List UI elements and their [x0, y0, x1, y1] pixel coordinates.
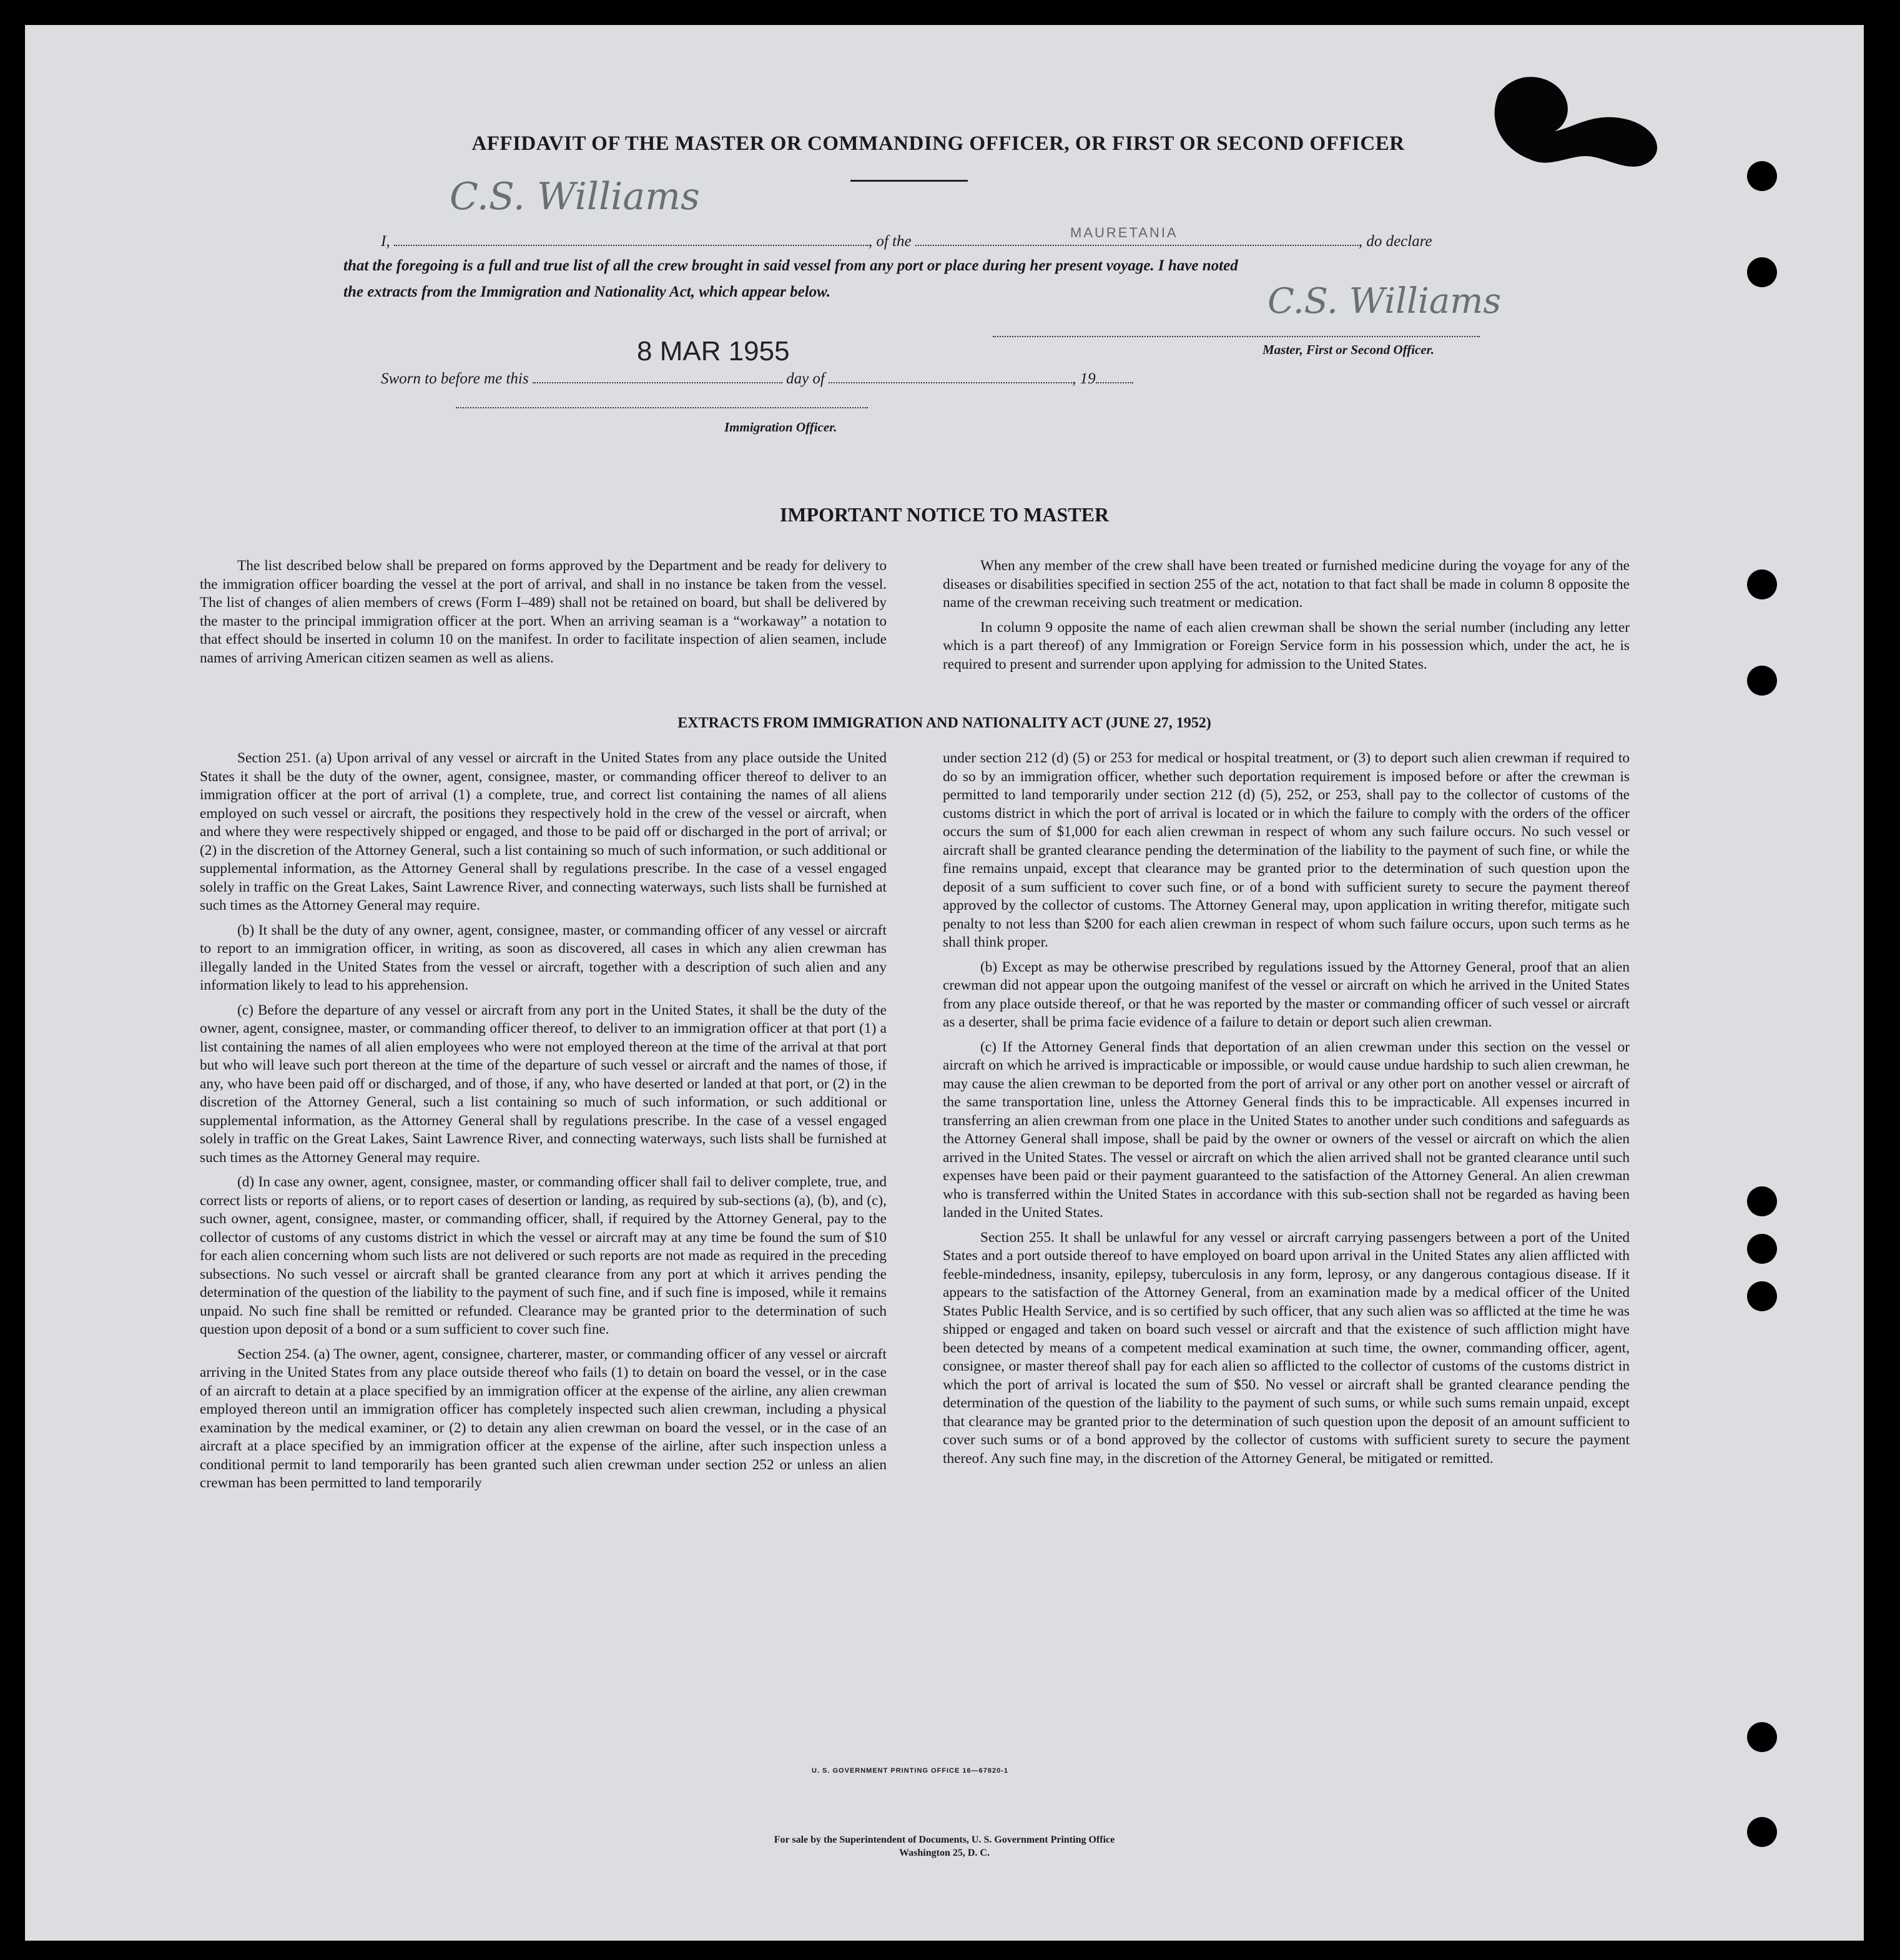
punch-hole	[1747, 1186, 1777, 1216]
punch-hole	[1747, 161, 1777, 191]
punch-hole	[1747, 1281, 1777, 1311]
extract-left-paragraph: (b) It shall be the duty of any owner, agent, consignee, master, or commanding officer of any vessel or aircraft to report to an immigration officer, in writing, as soon as discovered, all cases in which any alien crewman has illegally landed in the United States from the vessel or aircraft, together with a description of such alien and any information likely to lead to his apprehension.	[200, 922, 887, 993]
declare-label: , do declare	[1358, 233, 1432, 250]
notice-right-paragraph-2: In column 9 opposite the name of each alien crewman shall be shown the serial number (including any letter which is a part thereof) of any Immigration or Foreign Service form in his possession which, under the act, he is required to present and surrender upon applying for admission to the United States.	[943, 619, 1630, 672]
punch-hole	[1747, 1722, 1777, 1752]
footer-line-2: Washington 25, D. C.	[899, 1848, 990, 1858]
extracts-left-column	[200, 749, 887, 1499]
extract-right-paragraph: under section 212 (d) (5) or 253 for medical or hospital treatment, or (3) to deport such alien crewman if required to do so by an immigration officer, whether such deportation requirement is imposed before or after the crewman is permitted to land temporarily under section 212 (d) (5), 252, or 253, shall pay to the collector of customs of the customs district in which the port of arrival is located or in which the failure to comply with the orders of the officer occurs the sum of $1,000 for each alien crewman in respect of whom any such failure occurs. No such vessel or aircraft shall be granted clearance pending the determination of the liability to the payment of such fine, or while the fine remains unpaid, except that clearance may be granted prior to the determination of such question upon the deposit of a sum sufficient to cover such fine, or of a bond with sufficient surety to secure the payment thereof approved by the collector of customs. The Attorney General may, upon application in writing therefor, mitigate such penalty to not less than $200 for each alien crewman in respect of whom such failure occurs, upon such terms as he shall think proper.	[943, 750, 1630, 950]
extract-left-paragraph: Section 251. (a) Upon arrival of any vessel or aircraft in the United States from any place outside the United States it shall be the duty of the owner, agent, consignee, master, or commanding officer thereof to deliver to an immigration officer at the port of arrival (1) a complete, true, and correct list containing the names of all aliens employed on such vessel or aircraft, the positions they respectively hold in the crew of the vessel or aircraft, when and where they were respectively shipped or engaged, and those to be paid off or discharged in the port of arrival; or (2) in the discretion of the Attorney General, such a list containing so much of such information, or such additional or supplemental information, as the Attorney General shall by regulations prescribe. In the case of a vessel engaged solely in traffic on the Great Lakes, Saint Lawrence River, and connecting waterways, such lists shall be furnished at such times as the Attorney General may require.	[200, 750, 887, 914]
sworn-day-field	[533, 368, 782, 383]
affidavit-line-1	[381, 231, 1512, 250]
year-label: , 19	[1072, 370, 1096, 387]
notice-title: IMPORTANT NOTICE TO MASTER	[779, 503, 1110, 526]
printer-mark: U. S. GOVERNMENT PRINTING OFFICE 16—67820-1	[812, 1767, 1009, 1775]
extract-left-paragraph: (d) In case any owner, agent, consignee, master, or commanding officer shall fail to deliver complete, true, and correct lists or reports of aliens, or to report cases of desertion or landing, as required by sub-sections (a), (b), and (c), such owner, agent, consignee, master, or commanding officer, shall, if required by the Attorney General, pay to the collector of customs of any customs district in which the vessel or aircraft may at any time be found the sum of $10 for each alien concerning whom such lists are not delivered or such reports are not made as required in the preceding subsections. No such vessel or aircraft shall be granted clearance from any port at which it arrives pending the determination of the question of the liability to the payment of such fine, and if such fine is imposed, while it remains unpaid. No such fine shall be remitted or refunded. Clearance may be granted prior to the determination of such question upon deposit of a bond or a sum sufficient to cover such fine.	[200, 1174, 887, 1337]
statement-line-1: that the foregoing is a full and true list of all the crew brought in said vessel from any port or place during her present voyage. I have noted	[343, 257, 1238, 274]
extract-right-paragraph: Section 255. It shall be unlawful for any vessel or aircraft carrying passengers between a port of the United States and a port outside thereof to have employed on board upon arrival in the United States any alien afflicted with feeble-mindedness, insanity, epilepsy, tuberculosis in any form, leprosy, or any dangerous contagious disease. If it appears to the satisfaction of the Attorney General, from an examination made by a medical officer of the United States Public Health Service, and is so certified by such officer, that any such alien was so afflicted at the time he was shipped or engaged and taken on board such vessel or aircraft and that the existence of such affliction might have been detected by means of a competent medical examination at such time, the owner, commanding officer, agent, consignee, or master thereof shall pay for each alien so afflicted to the collector of customs of the customs district in which the port of arrival is located the sum of $50. No vessel or aircraft shall be granted clearance pending the determination of the question of the liability to the payment of such sums, or while such sums remain unpaid, except that clearance may be granted prior to the determination of such question upon the deposit of an amount sufficient to cover such sums or of a bond approved by the collector of customs with sufficient surety to secure the payment thereof. Any such fine may, in the discretion of the Attorney General, be mitigated or remitted.	[943, 1229, 1630, 1467]
i-label: I,	[381, 233, 390, 250]
of-label: , of the	[868, 233, 912, 250]
title-rule	[850, 180, 968, 182]
affidavit-title: AFFIDAVIT OF THE MASTER OR COMMANDING OFFICER, OR FIRST OR SECOND OFFICER	[471, 132, 1405, 155]
day-of-label: day of	[786, 370, 825, 387]
officer-signature-line	[456, 406, 868, 408]
notice-left-column	[200, 557, 887, 674]
signature-name: C.S. Williams	[450, 175, 700, 219]
footer-line-1: For sale by the Superintendent of Documents, U. S. Government Printing Office	[774, 1834, 1115, 1845]
punch-hole	[1747, 1234, 1777, 1264]
sworn-line	[381, 368, 1255, 388]
extracts-right-column	[943, 749, 1630, 1474]
extract-left-paragraph: Section 254. (a) The owner, agent, consignee, charterer, master, or commanding officer of any vessel or aircraft arriving in the United States from any place outside thereof who fails (1) to detain on board the vessel, or in the case of an aircraft to detain at a place specified by an immigration officer at the expense of the airline, any alien crewman employed thereon until an immigration officer has completely inspected such alien crewman, including a physical examination by the medical examiner, or (2) to detain any alien crewman on board the vessel, or in the case of an aircraft at a place specified by an immigration officer at the expense of the airline, after such inspection unless a conditional permit to land temporarily has been granted such alien crewman under section 252 or unless an alien crewman has been permitted to land temporarily	[200, 1346, 887, 1491]
sworn-date: 8 MAR 1955	[637, 336, 790, 367]
punch-hole	[1747, 257, 1777, 287]
notice-right-column	[943, 557, 1630, 680]
punch-hole	[1747, 666, 1777, 696]
officer-label: Immigration Officer.	[724, 420, 837, 435]
sworn-label: Sworn to before me this	[381, 370, 529, 387]
statement-line-2: the extracts from the Immigration and Nationality Act, which appear below.	[343, 283, 831, 300]
vessel-name: MAURETANIA	[1070, 225, 1178, 240]
ink-blot	[1480, 69, 1673, 175]
notice-left-paragraph: The list described below shall be prepared on forms approved by the Department and be ready for delivery to the immigration officer boarding the vessel at the port of arrival, and shall in no instance be taken from the vessel. The list of changes of alien members of crews (Form I–489) shall not be retained on board, but shall be delivered by the master to the principal immigration officer at the port. When an arriving seaman is a “workaway” a notation to that effect should be inserted in column 10 on the manifest. In order to facilitate inspection of alien seamen, include names of arriving American citizen seamen as well as aliens.	[200, 558, 887, 666]
sworn-year-field	[1096, 368, 1133, 383]
extract-right-paragraph: (b) Except as may be otherwise prescribed by regulations issued by the Attorney General, proof that an alien crewman did not appear upon the outgoing manifest of the vessel or aircraft on which he arrived in the United States from any place outside thereof, or that he was reported by the master or commanding officer of such vessel or aircraft as a deserter, shall be prima facie evidence of a failure to detain or deport such alien crewman.	[943, 958, 1630, 1030]
name-field	[394, 231, 869, 246]
notice-right-paragraph-1: When any member of the crew shall have been treated or furnished medicine during the voyage for any of the diseases or disabilities specified in section 255 of the act, notation to that fact shall be made in column 8 opposite the name of the crewman receiving such treatment or medication.	[943, 558, 1630, 611]
master-label: Master, First or Second Officer.	[1263, 342, 1434, 357]
sworn-month-field	[829, 368, 1072, 383]
master-signature-line	[993, 335, 1480, 337]
extracts-title: EXTRACTS FROM IMMIGRATION AND NATIONALITY ACT (JUNE 27, 1952)	[677, 715, 1211, 731]
extract-left-paragraph: (c) Before the departure of any vessel or aircraft from any port in the United States, it shall be the duty of the owner, agent, consignee, master, or commanding officer thereof, to deliver to an immigration officer at that port (1) a list containing the names of all alien employees who were not employed thereon at the time of the arrival at that port but who will leave such port thereon at the time of the departure of such vessel or aircraft and the names of those, if any, who have been paid off or discharged, and of those, if any, who have deserted or landed at that port, or (2) in the discretion of the Attorney General, such a list containing so much of such information, or such additional or supplemental information, as the Attorney General shall by regulations prescribe. In the case of a vessel engaged solely in traffic on the Great Lakes, Saint Lawrence River, and connecting waterways, such lists shall be furnished at such times as the Attorney General may require.	[200, 1002, 887, 1166]
document-page	[25, 25, 1864, 1941]
master-signature: C.S. Williams	[1267, 281, 1502, 322]
extract-right-paragraph: (c) If the Attorney General finds that deportation of an alien crewman under this section on the vessel or aircraft on which he arrived is impracticable or impossible, or would cause undue hardship to such alien crewman, he may cause the alien crewman to be deported from the port of arrival or any other port on another vessel or aircraft of the same transportation line, unless the Attorney General finds this to be impracticable. All expenses incurred in transferring an alien crewman from one place in the United States to another under such conditions and safeguards as the Attorney General shall impose, shall be paid by the owner or owners of the vessel or aircraft on which the alien arrived in the United States. The vessel or aircraft on which the alien arrived shall not be granted clearance until such expenses have been paid or their payment guaranteed to the satisfaction of the Attorney General. An alien crewman who is transferred within the United States in accordance with this sub-section shall not be regarded as having been landed in the United States.	[943, 1038, 1630, 1221]
punch-hole	[1747, 1817, 1777, 1847]
punch-hole	[1747, 569, 1777, 599]
